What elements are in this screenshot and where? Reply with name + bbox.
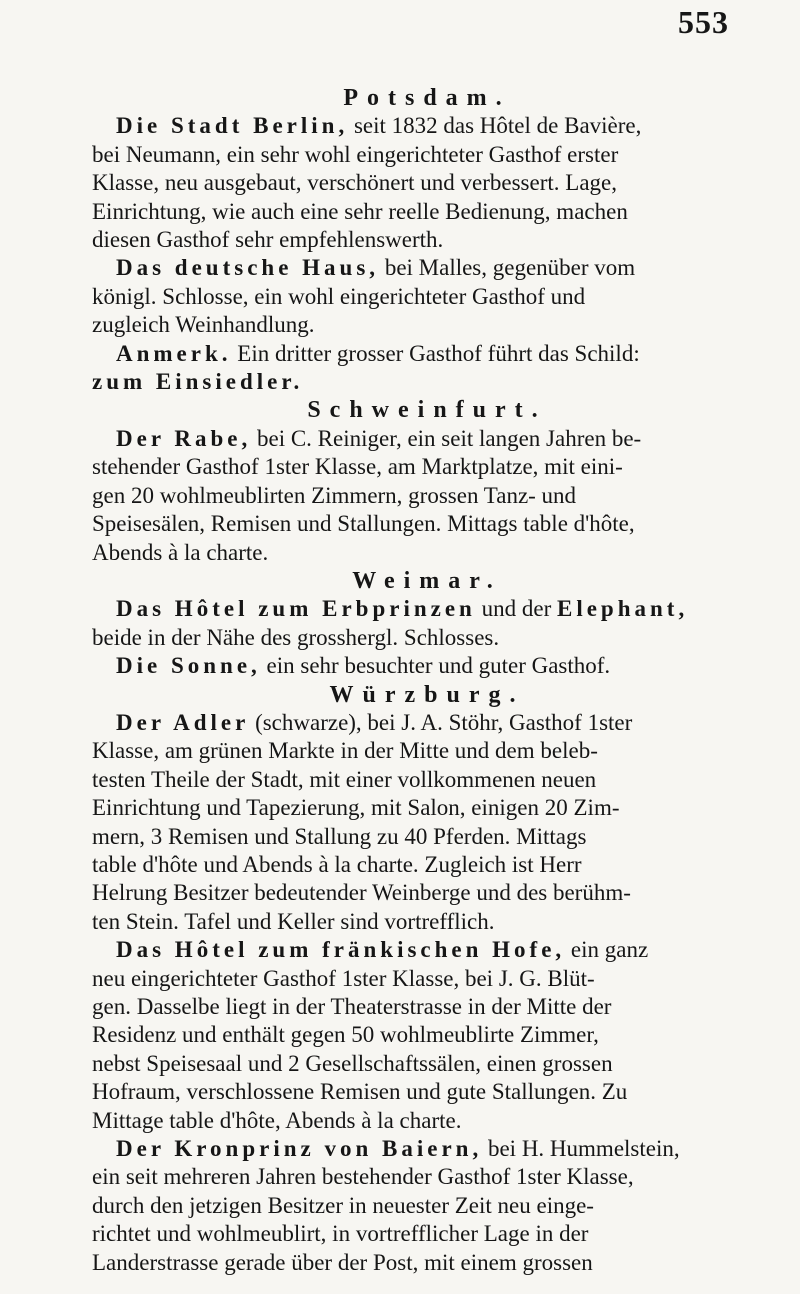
text-line: richtet und wohlmeublirt, in vortrefflicher Lage in der: [92, 1221, 589, 1247]
section-heading: Potsdam.: [343, 85, 511, 111]
text-line: [92, 254, 732, 282]
text-line: [92, 340, 732, 368]
entry-name: Der Rabe,: [116, 425, 252, 451]
entry-text: ein sehr besuchter und guter Gasthof.: [260, 653, 611, 679]
text-line: beide in der Nähe des grosshergl. Schlosses.: [92, 624, 500, 650]
text-line: königl. Schlosse, ein wohl eingerichteter Gasthof und: [92, 283, 586, 309]
text-line: [92, 936, 732, 964]
entry-name: zum Einsiedler.: [92, 369, 304, 395]
text-line: zugleich Weinhandlung.: [92, 312, 315, 338]
text-line: Residenz und enthält gegen 50 wohlmeublirte Zimmer,: [92, 1022, 599, 1048]
entry-text: Ein dritter grosser Gasthof führt das Schild:: [231, 340, 640, 366]
entry-name: Elephant,: [556, 596, 689, 622]
text-line: ten Stein. Tafel und Keller sind vortrefflich.: [92, 908, 495, 934]
text-line: ein seit mehreren Jahren bestehender Gasthof 1ster Klasse,: [92, 1164, 634, 1190]
text-line: Speisesälen, Remisen und Stallungen. Mittags table d'hôte,: [92, 511, 635, 537]
entry-text: bei C. Reiniger, ein seit langen Jahren be-: [251, 425, 642, 451]
page-number: 553: [678, 4, 729, 40]
entry-text: (schwarze), bei J. A. Stöhr, Gasthof 1ster: [249, 709, 633, 735]
entry-text: seit 1832 das Hôtel de Bavière,: [348, 113, 642, 139]
text-line: gen 20 wohlmeublirten Zimmern, grossen Tanz- und: [92, 482, 577, 508]
entry-name: Das Hôtel zum Erbprinzen: [116, 596, 476, 622]
text-line: [92, 652, 732, 680]
entry-text: bei Malles, gegenüber vom: [379, 255, 636, 281]
text-line: Helrung Besitzer bedeutender Weinberge und des berühm-: [92, 880, 631, 906]
text-line: [92, 368, 732, 396]
entry-text: ein ganz: [565, 937, 649, 963]
section-heading: Schweinfurt.: [307, 397, 547, 424]
text-line: Hofraum, verschlossene Remisen und gute Stallungen. Zu: [92, 1079, 628, 1105]
text-line: Klasse, neu ausgebaut, verschönert und verbessert. Lage,: [92, 170, 617, 196]
text-line: durch den jetzigen Besitzer in neuester Zeit neu einge-: [92, 1192, 594, 1218]
text-line: diesen Gasthof sehr empfehlenswerth.: [92, 227, 444, 253]
text-line: table d'hôte und Abends à la charte. Zugleich ist Herr: [92, 851, 582, 877]
text-line: bei Neumann, ein sehr wohl eingerichteter Gasthof erster: [92, 141, 619, 167]
text-line: stehender Gasthof 1ster Klasse, am Marktplatze, mit eini-: [92, 454, 623, 480]
text-line: mern, 3 Remisen und Stallung zu 40 Pferden. Mittags: [92, 823, 587, 849]
text-line: Abends à la charte.: [92, 539, 269, 565]
text-line: Einrichtung, wie auch eine sehr reelle Bedienung, machen: [92, 198, 628, 224]
text-line: [92, 595, 732, 623]
text-line: [92, 425, 732, 453]
entry-name: Der Kronprinz von Baiern,: [116, 1136, 483, 1162]
text-line: [92, 709, 732, 737]
text-line: nebst Speisesaal und 2 Gesellschaftssälen, einen grossen: [92, 1050, 613, 1076]
text-line: gen. Dasselbe liegt in der Theaterstrasse in der Mitte der: [92, 994, 612, 1019]
text-line: [92, 112, 732, 140]
text-line: neu eingerichteter Gasthof 1ster Klasse, bei J. G. Blüt-: [92, 965, 595, 991]
text-line: [92, 1135, 732, 1163]
text-block: [92, 84, 732, 1277]
entry-name: Die Sonne,: [116, 653, 261, 679]
entry-name: Anmerk.: [116, 340, 232, 366]
text-line: Landerstrasse gerade über der Post, mit einem grossen: [92, 1249, 593, 1275]
entry-name: Der Adler: [116, 709, 250, 735]
entry-text: und der: [475, 596, 557, 622]
entry-name: Die Stadt Berlin,: [116, 113, 349, 139]
text-line: Einrichtung und Tapezierung, mit Salon, einigen 20 Zim-: [92, 795, 620, 821]
text-line: testen Theile der Stadt, mit einer vollkommenen neuen: [92, 766, 597, 792]
section-heading: Weimar.: [352, 567, 502, 594]
entry-text: bei H. Hummelstein,: [482, 1136, 680, 1162]
section-heading: Würzburg.: [329, 681, 525, 708]
entry-name: Das deutsche Haus,: [116, 255, 380, 281]
entry-name: Das Hôtel zum fränkischen Hofe,: [116, 937, 566, 963]
text-line: Klasse, am grünen Markte in der Mitte und dem beleb-: [92, 738, 598, 764]
text-line: Mittage table d'hôte, Abends à la charte.: [92, 1107, 462, 1133]
